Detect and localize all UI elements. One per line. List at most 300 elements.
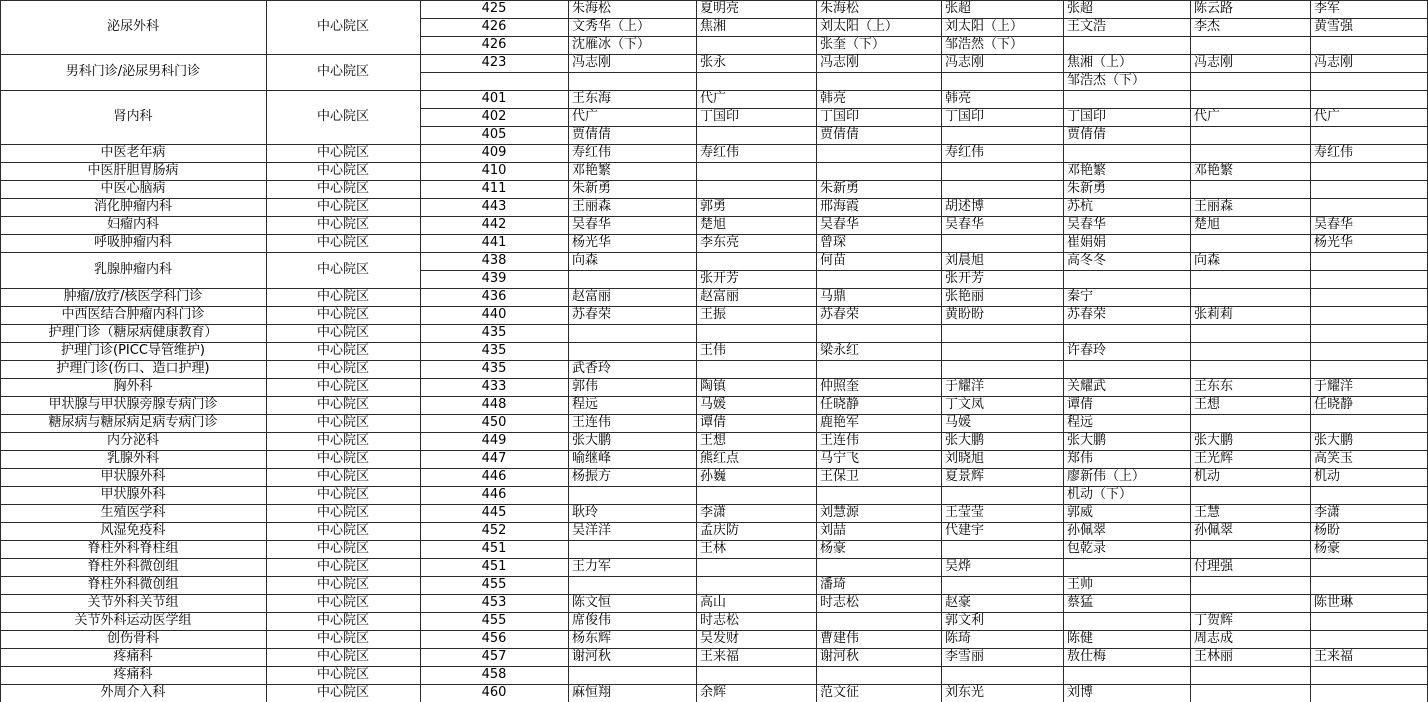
doctor-cell[interactable]: 高笑玉 xyxy=(1314,451,1354,466)
doctor-cell[interactable] xyxy=(1190,486,1310,504)
room-number: 439 xyxy=(481,271,507,286)
doctor-cell[interactable]: 杨东辉 xyxy=(572,631,612,646)
doctor-cell[interactable]: 王莹莹 xyxy=(945,505,985,520)
doctor-cell[interactable]: 曾琛 xyxy=(820,235,847,250)
doctor-cell[interactable] xyxy=(941,576,1063,594)
doctor-cell[interactable] xyxy=(696,126,816,144)
campus-name: 中心院区 xyxy=(316,343,369,358)
doctor-cell[interactable]: 邹浩然（下） xyxy=(945,37,1024,52)
doctor-cell[interactable]: 潘琦 xyxy=(820,577,847,592)
doctor-cell[interactable]: 程远 xyxy=(1067,415,1094,430)
doctor-cell[interactable] xyxy=(816,360,941,378)
doctor-cell[interactable]: 张永 xyxy=(700,55,727,70)
doctor-cell[interactable] xyxy=(1310,252,1428,270)
doctor-cell[interactable]: 刘东光 xyxy=(945,685,985,700)
doctor-cell[interactable] xyxy=(1310,324,1428,342)
doctor-cell[interactable]: 代广 xyxy=(1194,109,1221,124)
doctor-cell[interactable]: 仲照奎 xyxy=(820,379,860,394)
doctor-cell[interactable]: 寿红伟 xyxy=(1314,145,1354,160)
campus-name: 中心院区 xyxy=(316,559,369,574)
doctor-cell[interactable]: 吴洋洋 xyxy=(572,523,612,538)
doctor-cell[interactable]: 冯志刚 xyxy=(945,55,985,70)
doctor-cell[interactable]: 贾倩倩 xyxy=(572,127,612,142)
doctor-cell[interactable]: 郭文利 xyxy=(945,613,985,628)
doctor-cell[interactable] xyxy=(1310,666,1428,684)
doctor-cell[interactable]: 代广 xyxy=(1314,109,1341,124)
doctor-cell[interactable] xyxy=(696,486,816,504)
doctor-cell[interactable] xyxy=(568,72,696,90)
doctor-cell[interactable]: 代建宇 xyxy=(945,523,985,538)
doctor-cell[interactable]: 郭勇 xyxy=(700,199,727,214)
doctor-cell[interactable]: 耿玲 xyxy=(572,505,599,520)
doctor-cell[interactable]: 高山 xyxy=(700,595,727,610)
doctor-cell[interactable]: 朱海松 xyxy=(572,1,612,16)
doctor-cell[interactable] xyxy=(696,576,816,594)
doctor-cell[interactable]: 赵富丽 xyxy=(700,289,740,304)
doctor-cell[interactable]: 谢河秋 xyxy=(572,649,612,664)
doctor-cell[interactable]: 吴春华 xyxy=(1314,217,1354,232)
doctor-cell[interactable] xyxy=(1190,666,1310,684)
doctor-cell[interactable]: 陈琦 xyxy=(945,631,972,646)
doctor-cell[interactable]: 蔡猛 xyxy=(1067,595,1094,610)
doctor-cell[interactable]: 任晓静 xyxy=(820,397,860,412)
doctor-cell[interactable]: 梁永红 xyxy=(820,343,860,358)
doctor-cell[interactable]: 吴春华 xyxy=(572,217,612,232)
doctor-cell[interactable]: 机动 xyxy=(1194,469,1221,484)
doctor-cell[interactable] xyxy=(1310,414,1428,432)
department-name: 消化肿瘤内科 xyxy=(93,199,172,214)
doctor-cell[interactable]: 王连伟 xyxy=(820,433,860,448)
doctor-cell[interactable] xyxy=(1190,72,1310,90)
doctor-cell[interactable] xyxy=(1310,360,1428,378)
campus-name: 中心院区 xyxy=(316,631,369,646)
doctor-cell[interactable] xyxy=(568,576,696,594)
doctor-cell[interactable]: 于耀洋 xyxy=(1314,379,1354,394)
doctor-cell[interactable]: 丁贺辉 xyxy=(1194,613,1234,628)
doctor-cell[interactable] xyxy=(568,324,696,342)
doctor-cell[interactable]: 刘博 xyxy=(1067,685,1094,700)
doctor-cell[interactable] xyxy=(1310,306,1428,324)
campus-name: 中心院区 xyxy=(316,262,369,277)
doctor-cell[interactable]: 孙佩翠 xyxy=(1067,523,1107,538)
doctor-cell[interactable]: 张大鹏 xyxy=(1314,433,1354,448)
doctor-cell[interactable]: 崔娟娟 xyxy=(1067,235,1107,250)
doctor-cell[interactable]: 张奎（下） xyxy=(820,37,886,52)
doctor-cell[interactable] xyxy=(816,72,941,90)
doctor-cell[interactable]: 刘慧源 xyxy=(820,505,860,520)
doctor-cell[interactable]: 谢河秋 xyxy=(820,649,860,664)
doctor-cell[interactable] xyxy=(1310,72,1428,90)
doctor-cell[interactable]: 丁国印 xyxy=(700,109,740,124)
doctor-cell[interactable]: 杨光华 xyxy=(1314,235,1354,250)
doctor-cell[interactable]: 郭伟 xyxy=(572,379,599,394)
doctor-cell[interactable] xyxy=(816,612,941,630)
doctor-cell[interactable]: 王伟 xyxy=(700,343,727,358)
doctor-cell[interactable] xyxy=(941,180,1063,198)
doctor-cell[interactable]: 朱新勇 xyxy=(1067,181,1107,196)
doctor-cell[interactable] xyxy=(941,234,1063,252)
doctor-cell[interactable]: 马鼎 xyxy=(820,289,847,304)
doctor-cell[interactable] xyxy=(1063,144,1190,162)
doctor-cell[interactable]: 王慧 xyxy=(1194,505,1221,520)
room-number: 425 xyxy=(481,1,507,16)
doctor-cell[interactable]: 向森 xyxy=(1194,253,1221,268)
doctor-cell[interactable] xyxy=(1063,36,1190,54)
doctor-cell[interactable]: 王连伟 xyxy=(572,415,612,430)
doctor-cell[interactable] xyxy=(941,486,1063,504)
department-name: 疼痛科 xyxy=(113,649,153,664)
department-name: 内分泌科 xyxy=(106,433,159,448)
room-number: 448 xyxy=(481,397,507,412)
doctor-cell[interactable]: 任晓静 xyxy=(1314,397,1354,412)
doctor-cell[interactable]: 楚旭 xyxy=(1194,217,1221,232)
doctor-cell[interactable] xyxy=(1063,360,1190,378)
doctor-cell[interactable]: 高冬冬 xyxy=(1067,253,1107,268)
doctor-cell[interactable]: 李潇 xyxy=(700,505,727,520)
doctor-cell[interactable]: 王力军 xyxy=(572,559,612,574)
doctor-cell[interactable] xyxy=(696,36,816,54)
doctor-cell[interactable]: 武香玲 xyxy=(572,361,612,376)
doctor-cell[interactable]: 孟庆防 xyxy=(700,523,740,538)
doctor-cell[interactable] xyxy=(816,162,941,180)
doctor-cell[interactable] xyxy=(696,360,816,378)
doctor-cell[interactable]: 王丽森 xyxy=(572,199,612,214)
doctor-cell[interactable]: 李潇 xyxy=(1314,505,1341,520)
doctor-cell[interactable]: 陈云路 xyxy=(1194,1,1234,16)
doctor-cell[interactable]: 谭倩 xyxy=(1067,397,1094,412)
doctor-cell[interactable]: 王保卫 xyxy=(820,469,860,484)
doctor-cell[interactable] xyxy=(1310,126,1428,144)
doctor-cell[interactable]: 张开芳 xyxy=(945,271,985,286)
doctor-cell[interactable] xyxy=(696,180,816,198)
doctor-cell[interactable]: 邓艳繁 xyxy=(1194,163,1234,178)
doctor-cell[interactable] xyxy=(1063,612,1190,630)
doctor-cell[interactable] xyxy=(1190,576,1310,594)
doctor-cell[interactable]: 王振 xyxy=(700,307,727,322)
doctor-cell[interactable] xyxy=(941,72,1063,90)
doctor-cell[interactable]: 包乾录 xyxy=(1067,541,1107,556)
doctor-cell[interactable] xyxy=(1310,198,1428,216)
doctor-cell[interactable] xyxy=(1190,270,1310,288)
doctor-cell[interactable]: 文秀华（上） xyxy=(572,19,651,34)
doctor-cell[interactable]: 陈文恒 xyxy=(572,595,612,610)
doctor-cell[interactable]: 丁国印 xyxy=(1067,109,1107,124)
doctor-cell[interactable] xyxy=(1190,540,1310,558)
doctor-cell[interactable]: 刘太阳（上） xyxy=(945,19,1024,34)
doctor-cell[interactable]: 胡述博 xyxy=(945,199,985,214)
doctor-cell[interactable] xyxy=(1063,324,1190,342)
doctor-cell[interactable]: 吴烨 xyxy=(945,559,972,574)
doctor-cell[interactable]: 付理强 xyxy=(1194,559,1234,574)
doctor-cell[interactable]: 李杰 xyxy=(1194,19,1221,34)
doctor-cell[interactable]: 苏杭 xyxy=(1067,199,1094,214)
doctor-cell[interactable]: 陶镇 xyxy=(700,379,727,394)
doctor-cell[interactable] xyxy=(941,540,1063,558)
doctor-cell[interactable] xyxy=(568,540,696,558)
doctor-cell[interactable]: 陈健 xyxy=(1067,631,1094,646)
doctor-cell[interactable]: 张大鹏 xyxy=(1194,433,1234,448)
doctor-cell[interactable] xyxy=(941,126,1063,144)
doctor-cell[interactable]: 李军 xyxy=(1314,1,1341,16)
doctor-cell[interactable] xyxy=(1310,558,1428,576)
doctor-cell[interactable]: 王来福 xyxy=(700,649,740,664)
doctor-cell[interactable] xyxy=(696,666,816,684)
doctor-cell[interactable]: 机动 xyxy=(1314,469,1341,484)
doctor-cell[interactable]: 李雪丽 xyxy=(945,649,985,664)
doctor-cell[interactable]: 孙佩翠 xyxy=(1194,523,1234,538)
doctor-cell[interactable]: 喻继峰 xyxy=(572,451,612,466)
doctor-cell[interactable]: 时志松 xyxy=(700,613,740,628)
doctor-cell[interactable]: 鹿艳军 xyxy=(820,415,860,430)
doctor-cell[interactable]: 张超 xyxy=(945,1,972,16)
department-name: 关节外科关节组 xyxy=(87,595,179,610)
doctor-cell[interactable] xyxy=(1310,684,1428,702)
doctor-cell[interactable]: 代广 xyxy=(572,109,599,124)
doctor-cell[interactable] xyxy=(1063,90,1190,108)
doctor-cell[interactable]: 贾倩倩 xyxy=(1067,127,1107,142)
doctor-cell[interactable]: 马媛 xyxy=(700,397,727,412)
doctor-cell[interactable]: 张大鹏 xyxy=(1067,433,1107,448)
doctor-cell[interactable] xyxy=(1310,342,1428,360)
doctor-cell[interactable]: 刘晓旭 xyxy=(945,451,985,466)
doctor-cell[interactable]: 夏景辉 xyxy=(945,469,985,484)
doctor-cell[interactable] xyxy=(1310,630,1428,648)
doctor-cell[interactable] xyxy=(1190,144,1310,162)
doctor-cell[interactable] xyxy=(696,558,816,576)
doctor-cell[interactable]: 谭倩 xyxy=(700,415,727,430)
doctor-cell[interactable]: 邹浩杰（下） xyxy=(1067,73,1146,88)
doctor-cell[interactable]: 黄盼盼 xyxy=(945,307,985,322)
doctor-cell[interactable] xyxy=(1310,36,1428,54)
room-number xyxy=(420,72,568,90)
doctor-cell[interactable]: 韩亮 xyxy=(820,91,847,106)
department-name: 脊柱外科微创组 xyxy=(87,559,179,574)
doctor-cell[interactable]: 刘晨旭 xyxy=(945,253,985,268)
doctor-cell[interactable] xyxy=(1310,162,1428,180)
doctor-cell[interactable]: 吴春华 xyxy=(945,217,985,232)
campus-name: 中心院区 xyxy=(316,217,369,232)
doctor-cell[interactable]: 郑伟 xyxy=(1067,451,1094,466)
doctor-cell[interactable]: 张艳丽 xyxy=(945,289,985,304)
doctor-cell[interactable]: 丁国印 xyxy=(945,109,985,124)
doctor-cell[interactable]: 王东东 xyxy=(1194,379,1234,394)
doctor-cell[interactable]: 代广 xyxy=(700,91,727,106)
doctor-cell[interactable]: 张莉莉 xyxy=(1194,307,1234,322)
doctor-cell[interactable]: 王帅 xyxy=(1067,577,1094,592)
doctor-cell[interactable] xyxy=(696,324,816,342)
doctor-cell[interactable]: 机动（下） xyxy=(1067,487,1133,502)
doctor-cell[interactable]: 王想 xyxy=(700,433,727,448)
doctor-cell[interactable]: 余辉 xyxy=(700,685,727,700)
room-number: 447 xyxy=(481,451,507,466)
doctor-cell[interactable]: 向森 xyxy=(572,253,599,268)
doctor-cell[interactable] xyxy=(1310,180,1428,198)
doctor-cell[interactable] xyxy=(1310,288,1428,306)
doctor-cell[interactable]: 何苗 xyxy=(820,253,847,268)
doctor-cell[interactable]: 廖新伟（上） xyxy=(1067,469,1146,484)
doctor-cell[interactable]: 寿红伟 xyxy=(945,145,985,160)
doctor-cell[interactable] xyxy=(696,72,816,90)
doctor-cell[interactable] xyxy=(941,162,1063,180)
doctor-cell[interactable] xyxy=(1063,558,1190,576)
doctor-cell[interactable] xyxy=(1190,342,1310,360)
doctor-cell[interactable]: 熊红点 xyxy=(700,451,740,466)
doctor-cell[interactable]: 杨豪 xyxy=(820,541,847,556)
doctor-cell[interactable]: 王林丽 xyxy=(1194,649,1234,664)
doctor-cell[interactable]: 贾倩倩 xyxy=(820,127,860,142)
room-number: 402 xyxy=(481,109,507,124)
department-name: 创伤骨科 xyxy=(106,631,159,646)
campus-name: 中心院区 xyxy=(316,613,369,628)
campus-name: 中心院区 xyxy=(316,541,369,556)
doctor-cell[interactable]: 秦宁 xyxy=(1067,289,1094,304)
doctor-cell[interactable]: 杨振方 xyxy=(572,469,612,484)
doctor-cell[interactable]: 王想 xyxy=(1194,397,1221,412)
doctor-cell[interactable] xyxy=(941,666,1063,684)
doctor-cell[interactable]: 丁国印 xyxy=(820,109,860,124)
department-name: 脊柱外科微创组 xyxy=(87,577,179,592)
doctor-cell[interactable]: 黄雪强 xyxy=(1314,19,1354,34)
doctor-cell[interactable]: 邓艳繁 xyxy=(1067,163,1107,178)
doctor-cell[interactable]: 马媛 xyxy=(945,415,972,430)
doctor-cell[interactable]: 夏明亮 xyxy=(700,1,740,16)
doctor-cell[interactable]: 张大鹏 xyxy=(572,433,612,448)
doctor-cell[interactable]: 郭威 xyxy=(1067,505,1094,520)
doctor-cell[interactable] xyxy=(1190,684,1310,702)
campus-name: 中心院区 xyxy=(316,469,369,484)
doctor-cell[interactable] xyxy=(941,342,1063,360)
doctor-cell[interactable]: 王来福 xyxy=(1314,649,1354,664)
doctor-cell[interactable]: 席俊伟 xyxy=(572,613,612,628)
doctor-cell[interactable] xyxy=(568,270,696,288)
doctor-cell[interactable]: 杨盼 xyxy=(1314,523,1341,538)
doctor-cell[interactable]: 张大鹏 xyxy=(945,433,985,448)
doctor-cell[interactable] xyxy=(1190,234,1310,252)
doctor-cell[interactable]: 寿红伟 xyxy=(700,145,740,160)
doctor-cell[interactable] xyxy=(1190,90,1310,108)
doctor-cell[interactable]: 杨光华 xyxy=(572,235,612,250)
doctor-cell[interactable]: 麻恒翔 xyxy=(572,685,612,700)
doctor-cell[interactable]: 冯志刚 xyxy=(572,55,612,70)
doctor-cell[interactable] xyxy=(1190,594,1310,612)
doctor-cell[interactable] xyxy=(568,486,696,504)
doctor-cell[interactable]: 刘太阳（上） xyxy=(820,19,899,34)
doctor-cell[interactable]: 许春玲 xyxy=(1067,343,1107,358)
doctor-cell[interactable] xyxy=(1190,126,1310,144)
doctor-cell[interactable]: 刘喆 xyxy=(820,523,847,538)
doctor-cell[interactable]: 沈雁冰（下） xyxy=(572,37,651,52)
doctor-cell[interactable] xyxy=(1310,612,1428,630)
doctor-cell[interactable] xyxy=(1190,180,1310,198)
room-number: 410 xyxy=(481,163,507,178)
doctor-cell[interactable] xyxy=(1310,486,1428,504)
doctor-cell[interactable]: 冯志刚 xyxy=(1194,55,1234,70)
doctor-cell[interactable]: 冯志刚 xyxy=(1314,55,1354,70)
doctor-cell[interactable] xyxy=(941,360,1063,378)
doctor-cell[interactable]: 曹建伟 xyxy=(820,631,860,646)
doctor-cell[interactable] xyxy=(1063,270,1190,288)
doctor-cell[interactable]: 焦湘 xyxy=(700,19,727,34)
doctor-cell[interactable]: 孙巍 xyxy=(700,469,727,484)
doctor-cell[interactable] xyxy=(816,486,941,504)
doctor-cell[interactable]: 丁文凤 xyxy=(945,397,985,412)
doctor-cell[interactable]: 楚旭 xyxy=(700,217,727,232)
doctor-cell[interactable] xyxy=(1190,360,1310,378)
doctor-cell[interactable] xyxy=(816,144,941,162)
doctor-cell[interactable]: 朱海松 xyxy=(820,1,860,16)
doctor-cell[interactable]: 周志成 xyxy=(1194,631,1234,646)
doctor-cell[interactable] xyxy=(1190,324,1310,342)
doctor-cell[interactable] xyxy=(1310,90,1428,108)
doctor-cell[interactable]: 冯志刚 xyxy=(820,55,860,70)
doctor-cell[interactable]: 张超 xyxy=(1067,1,1094,16)
doctor-cell[interactable] xyxy=(1063,666,1190,684)
doctor-cell[interactable]: 陈世琳 xyxy=(1314,595,1354,610)
doctor-cell[interactable] xyxy=(696,252,816,270)
doctor-cell[interactable]: 王林 xyxy=(700,541,727,556)
doctor-cell[interactable]: 敖仕梅 xyxy=(1067,649,1107,664)
doctor-cell[interactable] xyxy=(1310,576,1428,594)
doctor-cell[interactable]: 程远 xyxy=(572,397,599,412)
doctor-cell[interactable] xyxy=(568,666,696,684)
doctor-cell[interactable]: 焦湘（上） xyxy=(1067,55,1133,70)
doctor-cell[interactable] xyxy=(816,666,941,684)
room-number: 446 xyxy=(481,487,507,502)
doctor-cell[interactable]: 吴春华 xyxy=(820,217,860,232)
doctor-cell[interactable] xyxy=(1190,414,1310,432)
doctor-cell[interactable]: 寿红伟 xyxy=(572,145,612,160)
doctor-cell[interactable] xyxy=(696,162,816,180)
doctor-cell[interactable]: 韩亮 xyxy=(945,91,972,106)
doctor-cell[interactable] xyxy=(816,558,941,576)
doctor-cell[interactable] xyxy=(816,324,941,342)
room-number: 433 xyxy=(481,379,507,394)
doctor-cell[interactable] xyxy=(1190,288,1310,306)
doctor-cell[interactable]: 李东亮 xyxy=(700,235,740,250)
doctor-cell[interactable]: 张开芳 xyxy=(700,271,740,286)
department-name: 甲状腺与甲状腺旁腺专病门诊 xyxy=(48,397,218,412)
doctor-cell[interactable] xyxy=(941,324,1063,342)
doctor-cell[interactable]: 邓艳繁 xyxy=(572,163,612,178)
campus-name: 中心院区 xyxy=(316,64,369,79)
doctor-cell[interactable]: 吴发财 xyxy=(700,631,740,646)
doctor-cell[interactable]: 赵富丽 xyxy=(572,289,612,304)
doctor-cell[interactable]: 王丽森 xyxy=(1194,199,1234,214)
doctor-cell[interactable]: 时志松 xyxy=(820,595,860,610)
doctor-cell[interactable]: 王文浩 xyxy=(1067,19,1107,34)
doctor-cell[interactable]: 苏春荣 xyxy=(820,307,860,322)
doctor-cell[interactable]: 关耀武 xyxy=(1067,379,1107,394)
doctor-cell[interactable]: 于耀洋 xyxy=(945,379,985,394)
doctor-cell[interactable]: 朱新勇 xyxy=(572,181,612,196)
doctor-cell[interactable]: 苏春荣 xyxy=(1067,307,1107,322)
doctor-cell[interactable] xyxy=(1310,270,1428,288)
doctor-cell[interactable]: 王东海 xyxy=(572,91,612,106)
doctor-cell[interactable]: 马宁飞 xyxy=(820,451,860,466)
doctor-cell[interactable] xyxy=(1190,36,1310,54)
campus-name: 中心院区 xyxy=(316,577,369,592)
doctor-cell[interactable]: 朱新勇 xyxy=(820,181,860,196)
doctor-cell[interactable]: 苏春荣 xyxy=(572,307,612,322)
doctor-cell[interactable]: 邢海霞 xyxy=(820,199,860,214)
doctor-cell[interactable]: 杨豪 xyxy=(1314,541,1341,556)
doctor-cell[interactable] xyxy=(816,270,941,288)
doctor-cell[interactable]: 吴春华 xyxy=(1067,217,1107,232)
doctor-cell[interactable]: 王光辉 xyxy=(1194,451,1234,466)
doctor-cell[interactable]: 赵豪 xyxy=(945,595,972,610)
doctor-cell[interactable] xyxy=(568,342,696,360)
doctor-cell[interactable]: 范文征 xyxy=(820,685,860,700)
